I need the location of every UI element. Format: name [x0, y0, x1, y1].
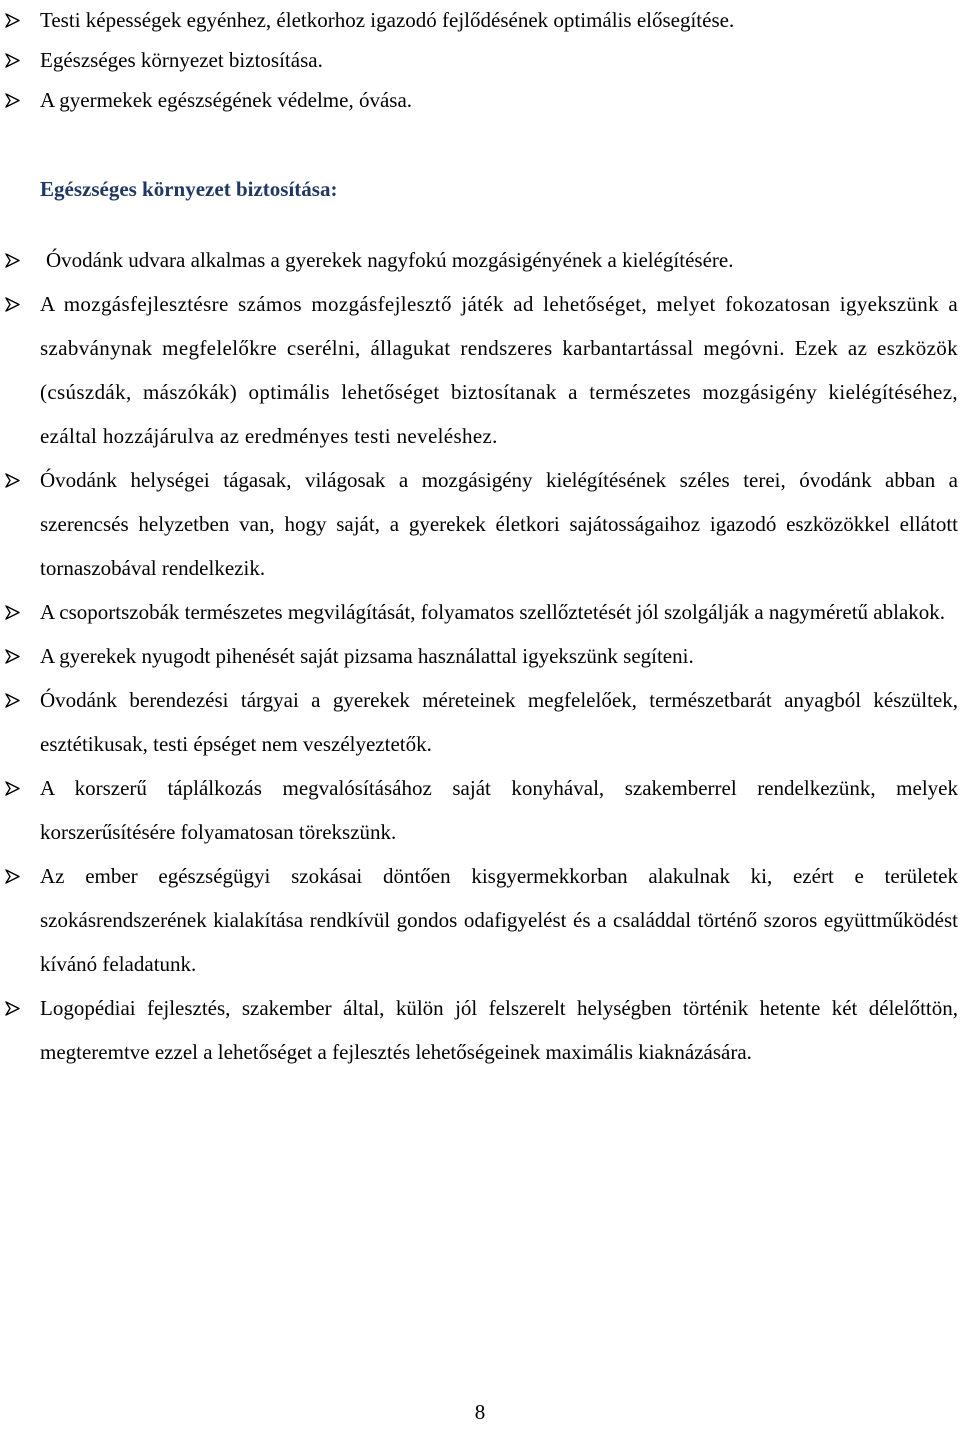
section-heading: Egészséges környezet biztosítása: — [40, 177, 338, 201]
list-item — [0, 80, 960, 120]
list-item — [0, 766, 960, 854]
list-item-text: Az ember egészségügyi szokásai döntően kisgyermekkorban alakulnak ki, ezért e területek szokásrendszerének kialakítása rendkívül gondos odafigyelést és a családdal történő szoros együttműködést kívánó feladatunk. — [40, 864, 958, 976]
list-item-text: Egészséges környezet biztosítása. — [40, 48, 323, 72]
list-item-text: Óvodánk helységei tágasak, világosak a mozgásigény kielégítésének széles terei, óvodánk abban a szerencsés helyzetben van, hogy saját, a gyerekek életkori sajátosságaihoz igazodó eszközökkel ellátott tornaszobával rendelkezik. — [40, 468, 958, 580]
arrowhead-bullet-icon — [4, 458, 20, 502]
list-item — [0, 458, 960, 590]
list-item — [0, 986, 960, 1074]
list-item — [0, 282, 960, 458]
list-item — [0, 238, 960, 282]
list-item-text: A csoportszobák természetes megvilágítását, folyamatos szellőztetését jól szolgálják a nagyméretű ablakok. — [40, 600, 946, 624]
arrowhead-bullet-icon — [4, 854, 20, 898]
arrowhead-bullet-icon — [4, 590, 20, 634]
environment-list — [0, 238, 960, 1074]
list-item-text: A mozgásfejlesztésre számos mozgásfejlesztő játék ad lehetőséget, melyet fokozatosan igyekszünk a szabványnak megfelelőkre cserélni, állagukat rendszeres karbantartással megóvni. Ezek az eszközök (csúszdák, mászókák) optimális lehetőséget biztosítanak a természetes mozgásigény kielégítéséhez, ezáltal hozzájárulva az eredményes testi neveléshez. — [40, 292, 958, 448]
list-item-text: A gyerekek nyugodt pihenését saját pizsama használattal igyekszünk segíteni. — [40, 644, 694, 668]
list-item-text: Logopédiai fejlesztés, szakember által, külön jól felszerelt helységben történik hetente két délelőttön, megteremtve ezzel a lehetőséget a fejlesztés lehetőségeinek maximális kiaknázására. — [40, 996, 958, 1064]
arrowhead-bullet-icon — [4, 80, 20, 120]
list-item — [0, 634, 960, 678]
arrowhead-bullet-icon — [4, 282, 20, 326]
list-item-text: A gyermekek egészségének védelme, óvása. — [40, 88, 413, 112]
page-number: 8 — [474, 1400, 486, 1424]
goals-list — [0, 0, 960, 120]
list-item — [0, 40, 960, 80]
list-item — [0, 678, 960, 766]
list-item-text: Óvodánk udvara alkalmas a gyerekek nagyfokú mozgásigényének a kielégítésére. — [46, 248, 734, 272]
list-item — [0, 0, 960, 40]
arrowhead-bullet-icon — [4, 40, 20, 80]
arrowhead-bullet-icon — [4, 238, 20, 282]
arrowhead-bullet-icon — [4, 634, 20, 678]
arrowhead-bullet-icon — [4, 678, 20, 722]
arrowhead-bullet-icon — [4, 766, 20, 810]
list-item — [0, 854, 960, 986]
list-item — [0, 590, 960, 634]
arrowhead-bullet-icon — [4, 0, 20, 40]
list-item-text: Óvodánk berendezési tárgyai a gyerekek méreteinek megfelelőek, természetbarát anyagból készültek, esztétikusak, testi épséget nem veszélyeztetők. — [40, 688, 958, 756]
arrowhead-bullet-icon — [4, 986, 20, 1030]
list-item-text: Testi képességek egyénhez, életkorhoz igazodó fejlődésének optimális elősegítése. — [40, 8, 735, 32]
list-item-text: A korszerű táplálkozás megvalósításához saját konyhával, szakemberrel rendelkezünk, melyek korszerűsítésére folyamatosan törekszünk. — [40, 776, 958, 844]
